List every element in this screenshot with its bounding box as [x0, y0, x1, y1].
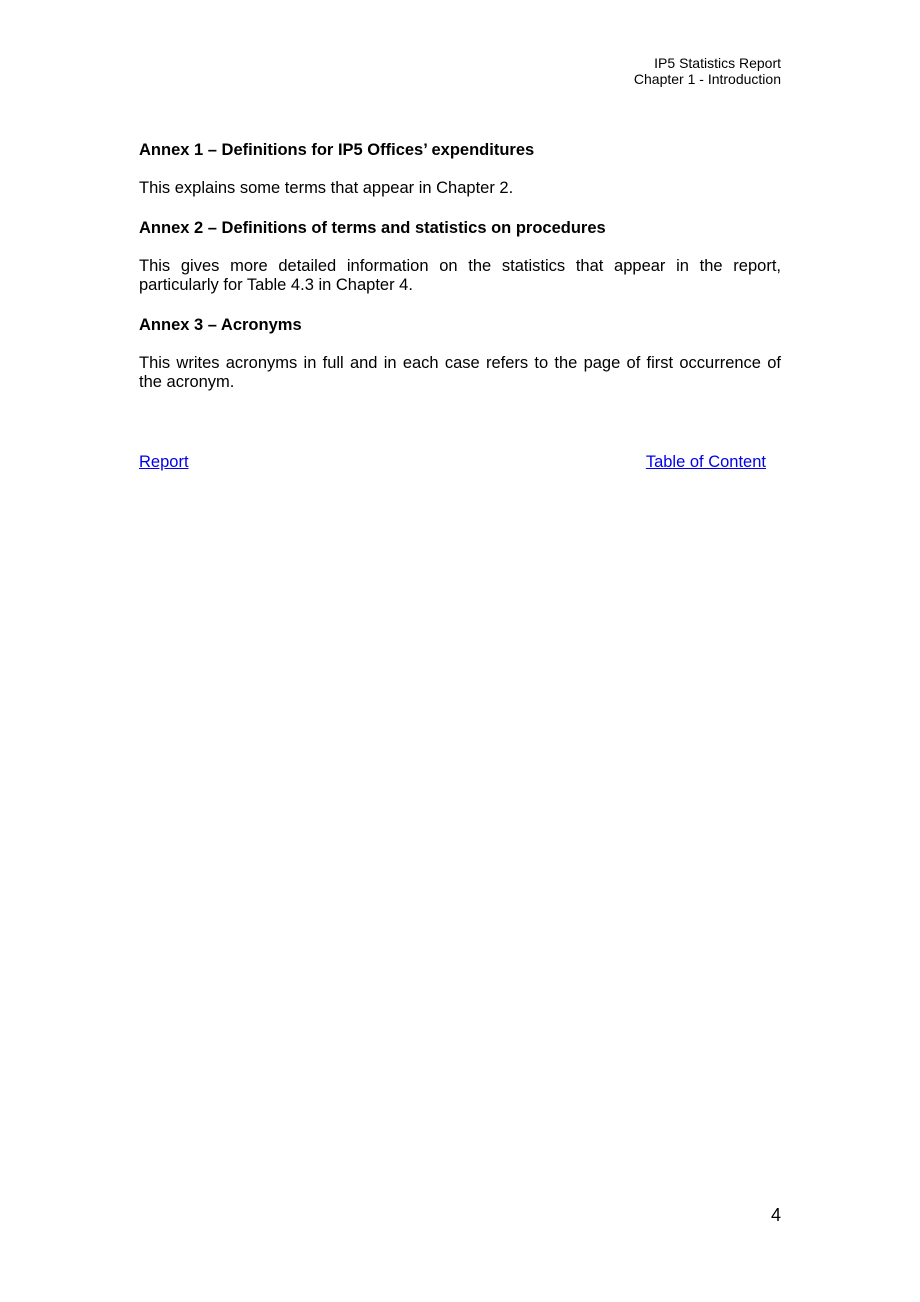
navigation-links: [139, 452, 766, 474]
report-link[interactable]: Report: [139, 453, 189, 471]
annex-3-heading: Annex 3 – Acronyms: [139, 316, 302, 334]
annex-3-description: This writes acronyms in full and in each case refers to the page of first occurrence of the acronym.: [139, 354, 781, 391]
header-chapter-title: Chapter 1 - Introduction: [633, 71, 781, 87]
annex-2-heading: Annex 2 – Definitions of terms and statistics on procedures: [139, 219, 606, 237]
annex-1-description: This explains some terms that appear in Chapter 2.: [139, 179, 514, 197]
page-header: [634, 55, 781, 87]
header-report-title: IP5 Statistics Report: [654, 55, 781, 71]
page-number: 4: [770, 1205, 781, 1225]
annex-list: [139, 140, 781, 412]
annex-2-description: This gives more detailed information on the statistics that appear in the report, particularly for Table 4.3 in Chapter 4.: [139, 257, 781, 294]
annex-1-heading: Annex 1 – Definitions for IP5 Offices’ expenditures: [139, 141, 535, 159]
table-of-content-link[interactable]: Table of Content: [645, 453, 766, 471]
